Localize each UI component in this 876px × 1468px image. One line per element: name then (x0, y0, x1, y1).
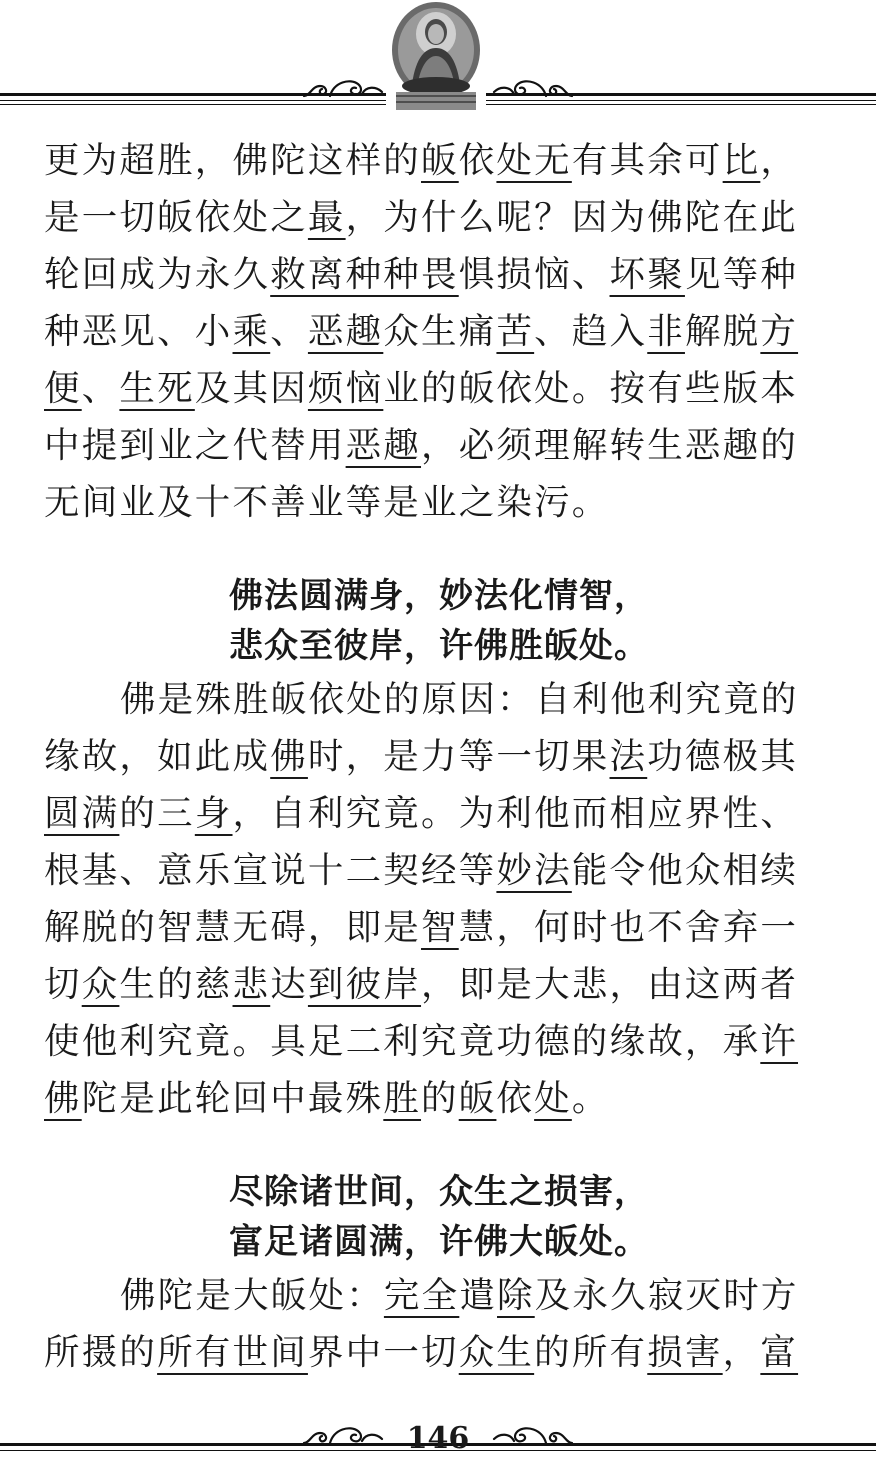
text-line (44, 417, 834, 474)
verse-1-line-1: 佛法圆满身，妙法化情智， (229, 576, 649, 616)
text-run: 佛是殊胜皈依处的原因：自利他利究竟的 (120, 679, 799, 720)
text-line (44, 1324, 834, 1381)
text-run: 生的慈 (119, 964, 233, 1005)
text-run: 解脱的智慧无碍，即是 (44, 907, 422, 948)
page-header (0, 0, 876, 115)
text-run: 见等种 (684, 254, 799, 295)
cloud-ornament-left-icon (300, 72, 386, 102)
text-line (44, 303, 834, 360)
paragraph-2 (44, 671, 834, 1127)
underlined-term: 皈 (421, 140, 459, 181)
text-run: 更为超胜，佛陀这样的 (44, 140, 422, 181)
text-run: 及其因 (194, 368, 308, 409)
text-run: 依 (458, 140, 497, 181)
underlined-term: 方 (760, 311, 799, 352)
text-run: 、 (270, 311, 308, 352)
text-line (44, 728, 834, 785)
text-run: 业的皈依处。按有些版本 (383, 368, 799, 409)
underlined-term: 富 (760, 1332, 799, 1373)
underlined-term: 烦恼 (307, 368, 384, 409)
text-line (44, 671, 834, 728)
text-run: ，即是大悲，由这两者 (421, 964, 799, 1005)
text-run: 切 (44, 964, 82, 1005)
underlined-term: 胜 (383, 1078, 422, 1119)
underlined-term: 许 (760, 1021, 799, 1062)
page-body (44, 132, 834, 1381)
text-run: 的 (421, 1078, 459, 1119)
underlined-term: 佛 (44, 1078, 82, 1119)
underlined-term: 众生 (458, 1332, 535, 1373)
underlined-term: 恶趣 (345, 425, 422, 466)
underlined-term: 比 (722, 140, 761, 181)
verse-2-line-1: 尽除诸世间，众生之损害， (229, 1172, 649, 1212)
text-line (44, 360, 834, 417)
text-run: 的所有 (534, 1332, 648, 1373)
text-run: 遣 (459, 1275, 498, 1316)
underlined-term: 最 (307, 197, 346, 238)
paragraph-1 (44, 132, 834, 531)
text-run: 有其余可 (571, 140, 723, 181)
text-line (44, 1013, 834, 1070)
text-line (44, 1267, 834, 1324)
underlined-term: 除 (497, 1275, 535, 1316)
text-run: 惧损恼、 (458, 254, 610, 295)
verse-2-line-2: 富足诸圆满，许佛大皈处。 (229, 1222, 649, 1262)
underlined-term: 到彼岸 (307, 964, 422, 1005)
text-run: 时，是力等一切果 (307, 736, 610, 777)
text-run: 慧，何时也不舍弃一 (458, 907, 799, 948)
underlined-term: 法 (609, 736, 648, 777)
text-run: 所摄的 (44, 1332, 158, 1373)
text-line (44, 899, 834, 956)
cloud-ornament-right-icon (490, 72, 576, 102)
text-run: 、 (81, 368, 120, 409)
page-footer (0, 1405, 876, 1468)
underlined-term: 佛 (270, 736, 308, 777)
text-run: 依 (496, 1078, 535, 1119)
text-run: 种恶见、小 (44, 311, 233, 352)
text-run: ，自利究竟。为利他而相应界性、 (232, 793, 799, 834)
text-line (44, 1070, 834, 1127)
text-run: 的三 (119, 793, 195, 834)
text-line (44, 785, 834, 842)
text-run: 众生痛 (383, 311, 497, 352)
text-run: 缘故，如此成 (44, 736, 271, 777)
underlined-term: 生死 (119, 368, 195, 409)
underlined-term: 身 (194, 793, 233, 834)
text-run: ， (760, 140, 799, 181)
text-run: 使他利究竟。具足二利究竟功德的缘故，承 (44, 1021, 761, 1062)
underlined-term: 众 (81, 964, 120, 1005)
text-line (44, 474, 834, 531)
text-run: 及永久寂灭时方 (534, 1275, 799, 1316)
text-line (44, 246, 834, 303)
text-run: 功德极其 (647, 736, 799, 777)
underlined-term: 皈 (458, 1078, 497, 1119)
text-line (44, 956, 834, 1013)
text-run: 无间业及十不善业等是业之染污。 (44, 482, 610, 523)
text-line (44, 189, 834, 246)
text-run: ， (722, 1332, 761, 1373)
text-line (44, 842, 834, 899)
text-run: 轮回成为永久 (44, 254, 271, 295)
underlined-term: 恶趣 (307, 311, 384, 352)
verse-1-line-2: 悲众至彼岸，许佛胜皈处。 (229, 626, 649, 666)
text-run: 解脱 (684, 311, 761, 352)
text-run: 能令他众相续 (571, 850, 799, 891)
text-run: 佛陀是大皈处： (120, 1275, 384, 1316)
underlined-term: 坏聚 (609, 254, 685, 295)
paragraph-3 (44, 1267, 834, 1381)
underlined-term: 妙法 (496, 850, 572, 891)
page-number: 146 (406, 1421, 470, 1456)
text-run: 、趋入 (534, 311, 648, 352)
text-run: 界中一切 (307, 1332, 459, 1373)
underlined-term: 便 (44, 368, 82, 409)
underlined-term: 圆满 (44, 793, 120, 834)
text-run: 根基、意乐宣说十二契经等 (44, 850, 497, 891)
text-line (44, 132, 834, 189)
underlined-term: 完全 (383, 1275, 460, 1316)
underlined-term: 救离种种畏 (270, 254, 459, 295)
underlined-term: 智 (421, 907, 459, 948)
text-run: ，必须理解转生恶趣的 (421, 425, 799, 466)
text-run: 达 (270, 964, 308, 1005)
underlined-term: 悲 (232, 964, 271, 1005)
text-run: 中提到业之代替用 (44, 425, 346, 466)
underlined-term: 损害 (647, 1332, 723, 1373)
text-run: ，为什么呢？因为佛陀在此 (345, 197, 799, 238)
text-run: 陀是此轮回中最殊 (81, 1078, 384, 1119)
text-run: 。 (571, 1078, 610, 1119)
underlined-term: 苦 (496, 311, 535, 352)
underlined-term: 乘 (232, 311, 271, 352)
text-run: 是一切皈依处之 (44, 197, 308, 238)
underlined-term: 处无 (496, 140, 572, 181)
buddha-image-icon (386, 0, 486, 112)
underlined-term: 所有世间 (157, 1332, 308, 1373)
underlined-term: 处 (534, 1078, 572, 1119)
underlined-term: 非 (647, 311, 685, 352)
